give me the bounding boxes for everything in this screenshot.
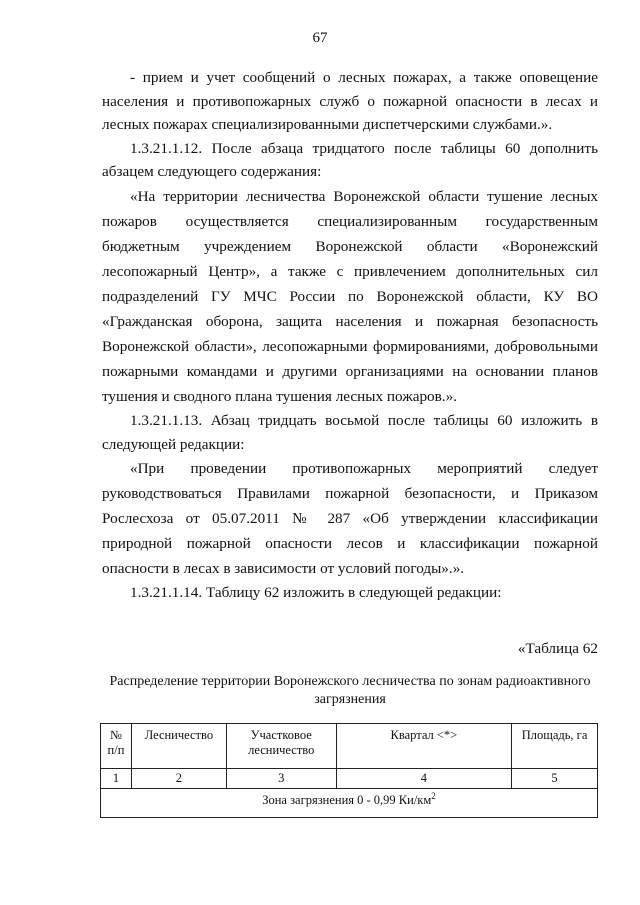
column-number-cell: 2 bbox=[131, 769, 226, 789]
table-zone-row bbox=[101, 789, 598, 818]
zone-row-cell bbox=[101, 789, 598, 818]
column-number-cell: 5 bbox=[512, 769, 598, 789]
column-number-cell: 3 bbox=[226, 769, 336, 789]
column-number-cell: 4 bbox=[336, 769, 511, 789]
document-body bbox=[102, 66, 598, 605]
table-header-cell: Площадь, га bbox=[512, 724, 598, 769]
table-header-cell: Участковое лесничество bbox=[226, 724, 336, 769]
paragraph: - прием и учет сообщений о лесных пожарах, а также оповещение населения и противопожарных служб о пожарной опасности в лесах и лесных пожарах специализированными диспетчерскими службами.». bbox=[102, 69, 598, 134]
paragraph: 1.3.21.1.13. Абзац тридцать восьмой после таблицы 60 изложить в следующей редакции: bbox=[102, 411, 598, 453]
table-header-cell: Лесничество bbox=[131, 724, 226, 769]
table-caption: «Таблица 62 bbox=[517, 640, 598, 657]
column-number-cell: 1 bbox=[101, 769, 132, 789]
page-number: 67 bbox=[312, 30, 328, 46]
table-header-cell: № п/п bbox=[101, 724, 132, 769]
paragraph: «На территории лесничества Воронежской области тушение лесных пожаров осуществляется специализированным государственным бюджетным учреждением Воронежской области «Воронежский лесопожарный Центр», а также с привлечением дополнительных сил подразделений ГУ МЧС России по Воронежской области, КУ ВО «Гражданская оборона, защита населения и пожарная безопасность Воронежской области», лесопожарными формированиями, добровольными пожарными командами и другими организациями на основании планов тушения и сводного плана тушения лесных пожаров.». bbox=[102, 187, 598, 405]
paragraph: 1.3.21.1.14. Таблицу 62 изложить в следующей редакции: bbox=[130, 584, 502, 602]
paragraph: 1.3.21.1.12. После абзаца тридцатого после таблицы 60 дополнить абзацем следующего содержания: bbox=[102, 139, 598, 181]
zone-row-superscript: 2 bbox=[431, 790, 436, 801]
paragraph: «При проведении противопожарных мероприятий следует руководствоваться Правилами пожарной безопасности, и Приказом Рослесхоза от 05.07.2011 № 287 «Об утверждении классификации природной пожарной опасности лесов и классификации пожарной опасности в лесах в зависимости от условий погоды».». bbox=[102, 460, 598, 578]
zone-row-text: Зона загрязнения 0 - 0,99 Ки/км bbox=[262, 793, 432, 807]
table-header-row bbox=[101, 724, 598, 769]
radiation-zone-table bbox=[100, 723, 598, 818]
table-header-cell: Квартал <*> bbox=[336, 724, 511, 769]
table-column-number-row bbox=[101, 769, 598, 789]
table-title: Распределение территории Воронежского лесничества по зонам радиоактивного загрязнения bbox=[109, 674, 591, 707]
